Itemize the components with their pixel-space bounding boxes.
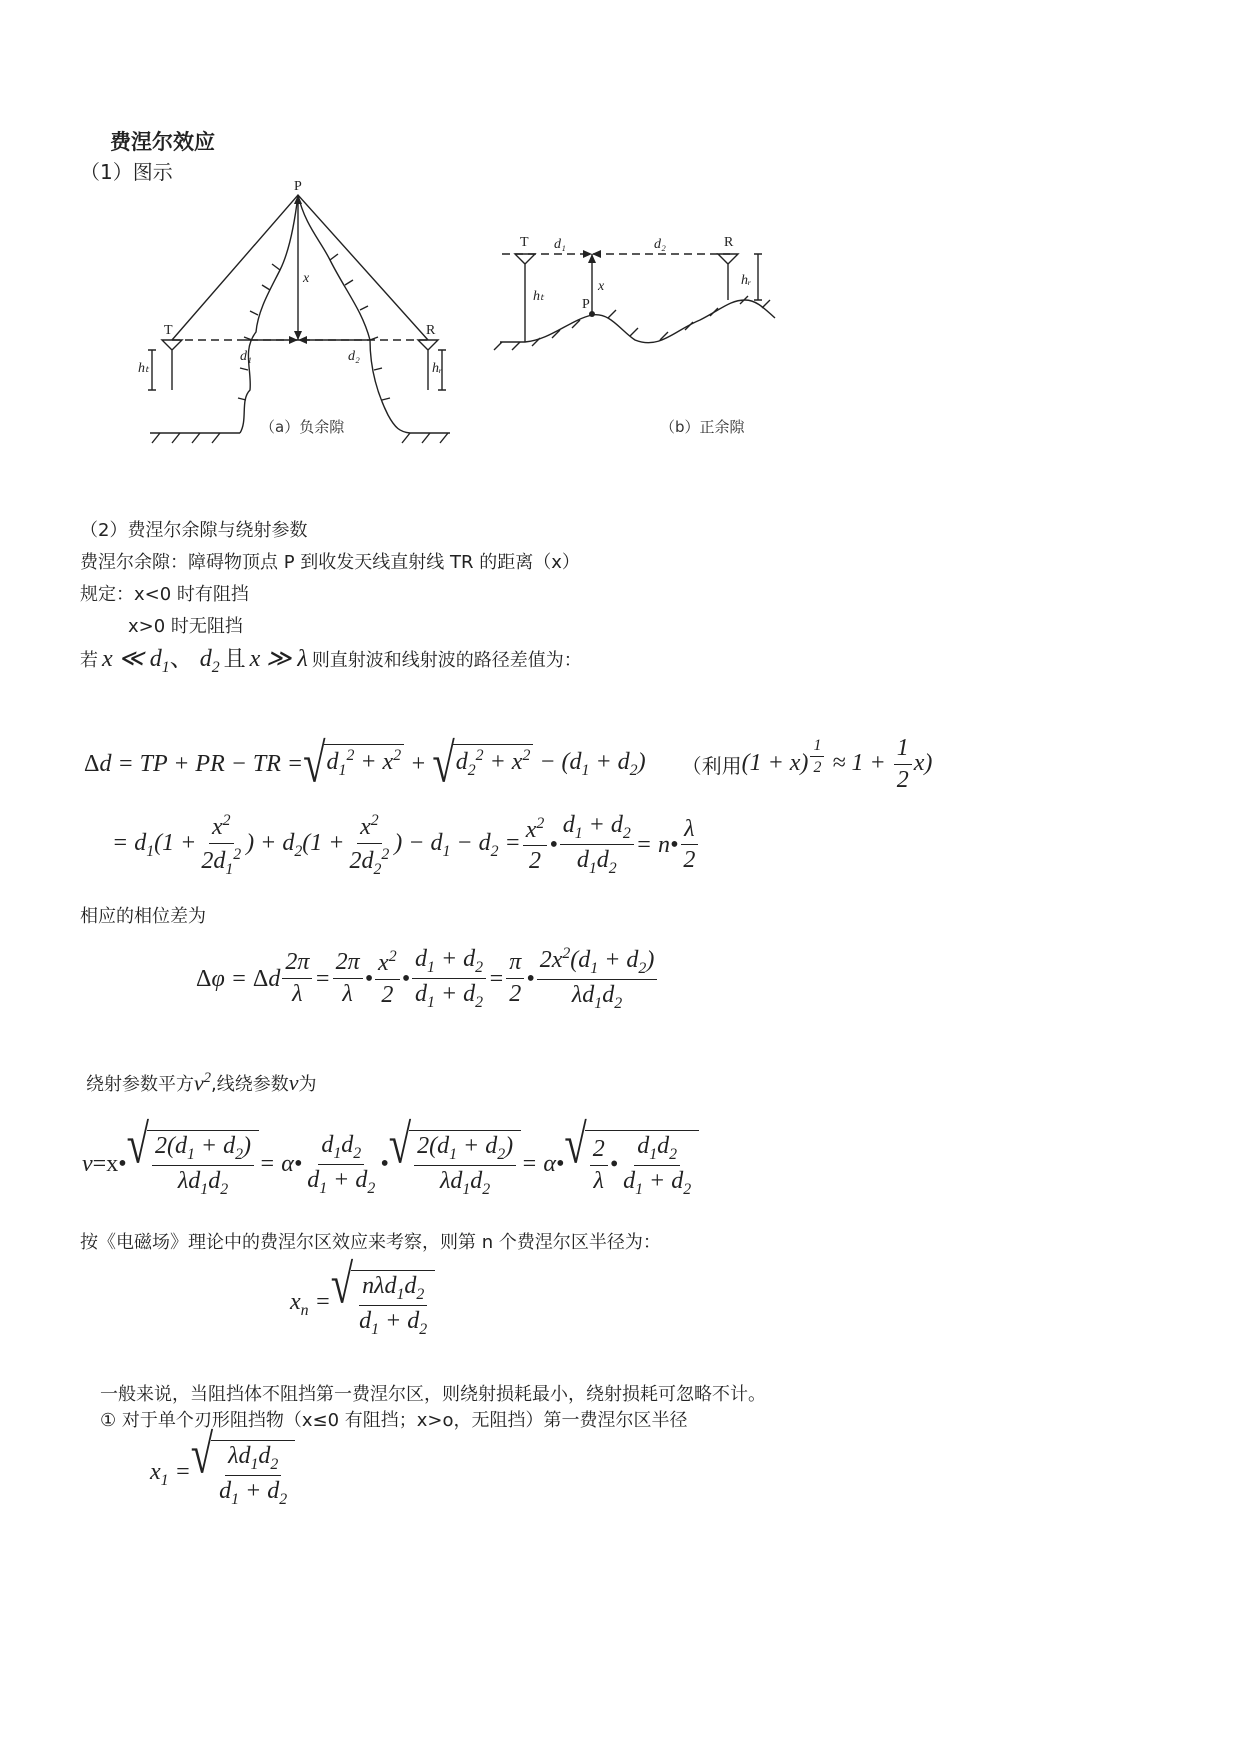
figure-a-label-r: R — [426, 323, 436, 338]
figure-a-label-hr: hᵣ — [432, 361, 443, 376]
figure-a-label-p: P — [294, 180, 302, 194]
equation-note: （利用 — [681, 754, 742, 779]
equation-first-fresnel-radius: $x_1$ = √ $\frac{\lambda d_1d_2}{d_1 + d_2}$ — [150, 1440, 295, 1509]
section-heading-diffraction: （2）费涅尔余隙与绕射参数 — [80, 520, 308, 541]
condition-prefix: 若 — [80, 650, 98, 671]
figure-b-label-t: T — [520, 235, 529, 250]
diffraction-line: 绕射参数平方 $\nu^2$ ,线绕参数 ν 为 — [86, 1070, 317, 1096]
figure-caption-b: （b）正余隙 — [660, 418, 745, 436]
figure-a-negative-clearance — [148, 195, 450, 443]
page-title: 费涅尔效应 — [110, 130, 215, 154]
section-heading-figure: （1）图示 — [80, 160, 173, 184]
figure-a-label-d1: d₁ — [240, 349, 252, 364]
rule-line-1: 规定：x<0 时有阻挡 — [80, 584, 249, 605]
figure-a-label-t: T — [164, 323, 173, 338]
figure-b-label-ht: hₜ — [533, 289, 545, 304]
general-line: 一般来说，当阻挡体不阻挡第一费涅尔区，则绕射损耗最小，绕射损耗可忽略不计。 — [100, 1384, 766, 1405]
figure-b-label-hr: hᵣ — [741, 273, 752, 288]
equation-fresnel-zone-radius: $x_n$ = √ $\frac{n\lambda d_1d_2}{d_1 + d_2}$ — [290, 1270, 435, 1339]
diffraction-text-a: 绕射参数平方 — [86, 1074, 194, 1096]
figure-b-label-d1: d₁ — [554, 237, 566, 252]
phase-line: 相应的相位差为 — [80, 906, 206, 927]
equation-path-difference: Δd = TP + PR − TR = √ $d_1^2 + x^2$ + √ $d_2^2 + x^2$ − $(d_1 + d_2)$ （利用 (1 + x) $^{\frac{1}{2}}$ ≈ 1 + $\frac{1}{2}$ x) — [84, 732, 933, 794]
diffraction-text-c: 为 — [298, 1074, 317, 1096]
condition-mid: 且 — [223, 647, 246, 672]
rule-line-2: x>0 时无阻挡 — [128, 616, 243, 637]
condition-formula: x ≪ $d_1$、 $d_2$ — [102, 646, 220, 676]
figure-b-label-r: R — [724, 235, 734, 250]
figure-b-label-d2: d₂ — [654, 237, 666, 252]
figure-b-label-x: x — [598, 279, 605, 294]
equation-path-difference-2: = $d_1(1$ + $\frac{x^2}{2d_1^2}$ ) + $d_2(1$ + $\frac{x^2}{2d_2^2}$ ) − $d_1 - d_2$ = $\frac{x^2}{2}$ • $\frac{d_1 + d_2}{d_1d_2}$ = n• $\frac{\lambda}{2}$ — [112, 812, 700, 879]
condition-formula-2: x ≫ λ — [249, 646, 308, 672]
condition-line — [80, 638, 582, 677]
condition-suffix: 则直射波和线射波的路径差值为： — [311, 650, 582, 671]
figure-caption-a: （a）负余隙 — [260, 418, 345, 436]
figure-a-label-x: x — [303, 271, 310, 286]
definition-line: 费涅尔余隙：障碍物顶点 P 到收发天线直射线 TR 的距离（x） — [80, 552, 580, 573]
diffraction-text-b: ,线绕参数 — [211, 1074, 289, 1096]
equation-diffraction-parameter: ν=x• √ $\frac{2(d_1 + d_2)}{\lambda d_1d_2}$ = α• $\frac{d_1d_2}{d_1 + d_2}$ • √ $\frac{2(d_1 + d_2)}{\lambda d_1d_2}$ = α• √ $\frac{2}{\lambda}$ • $\frac{d_1d_2}{d_1 + d_2}$ — [82, 1130, 699, 1199]
equation-phase-difference: Δφ = Δd $\frac{2\pi}{\lambda}$ = $\frac{2\pi}{\lambda}$ • $\frac{x^2}{2}$ • $\frac{d_1 + d_2}{d_1 + d_2}$ = $\frac{\pi}{2}$ • $\frac{2x^2(d_1 + d_2)}{\lambda d_1d_2}$ — [196, 945, 659, 1013]
figure-a-label-d2: d₂ — [348, 349, 360, 364]
fresnel-figure — [130, 180, 870, 480]
item-1-line: ① 对于单个刃形阻挡物（x≤0 有阻挡；x>o，无阻挡）第一费涅尔区半径 — [100, 1410, 688, 1431]
fresnel-zone-line: 按《电磁场》理论中的费涅尔区效应来考察，则第 n 个费涅尔区半径为： — [80, 1232, 661, 1253]
figure-a-label-ht: hₜ — [138, 361, 150, 376]
figure-b-label-p: P — [582, 297, 590, 312]
